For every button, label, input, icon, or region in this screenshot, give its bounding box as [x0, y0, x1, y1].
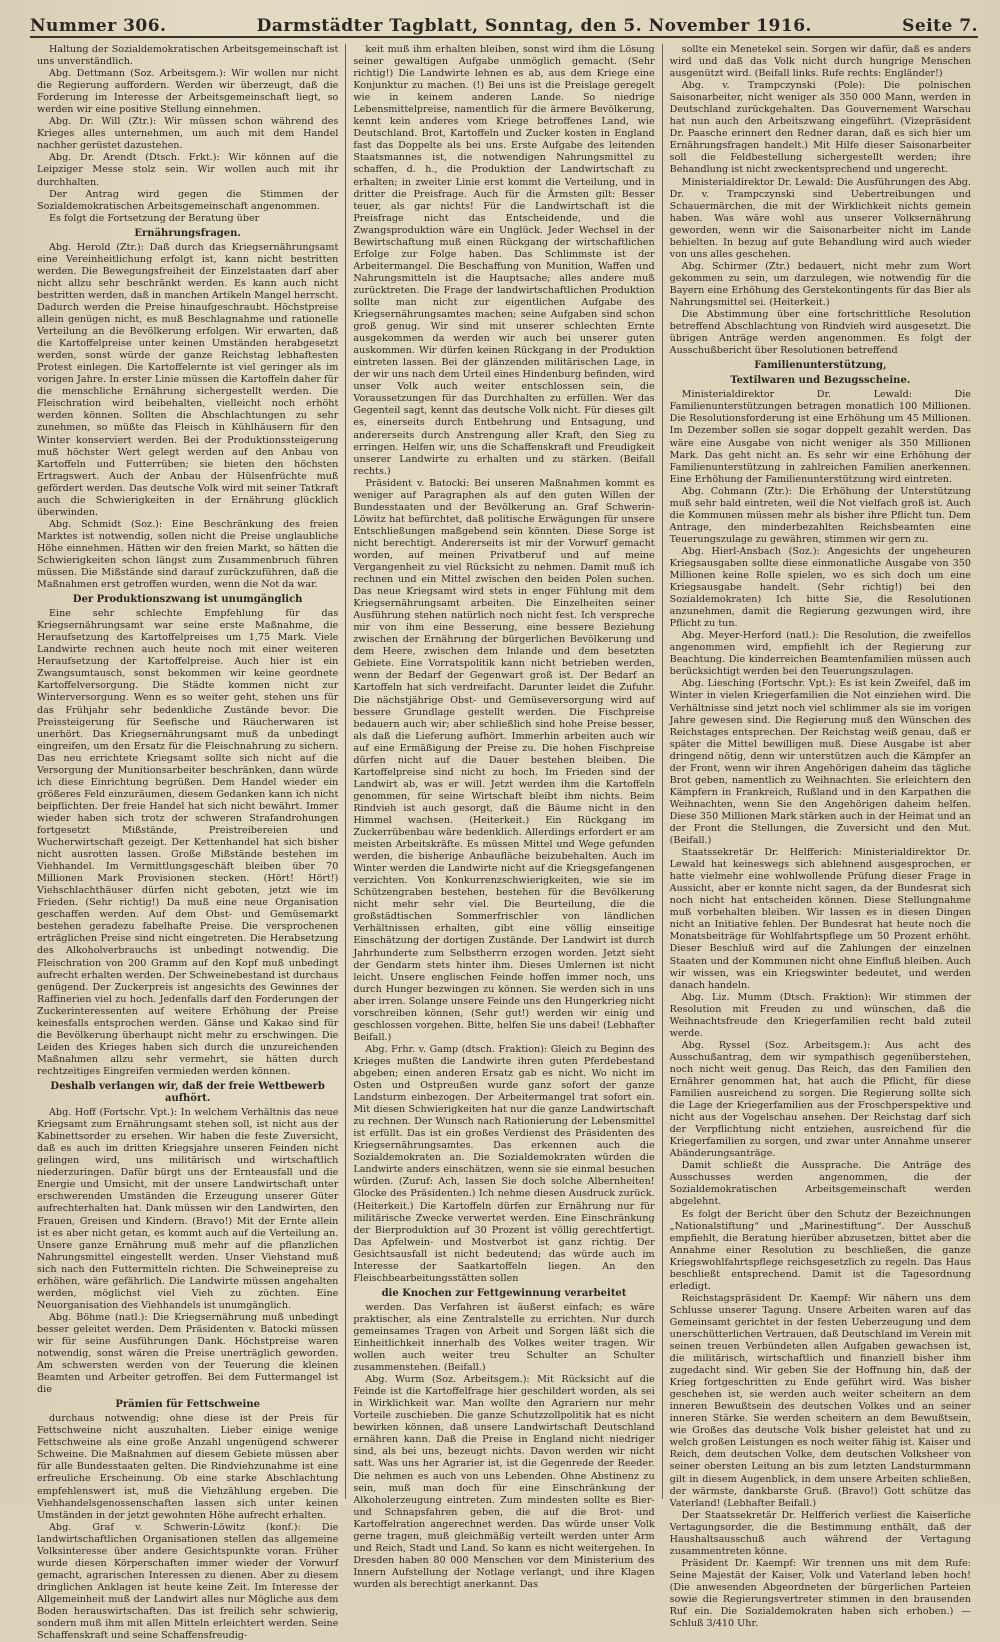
paragraph: Abg. v. Trampczynski (Pole): Die polnischen Saisonarbeiter, nicht weniger als 350 000 Mann, werden in Deutschland zurückgehalten. Das Gouvernement Warschau hat nun auch den Arbeitszwang eingeführt. (Vizepräsident Dr. Paasche erinnert den Redner daran, daß es sich hier um Ernährungsfragen handelt.) Mit Hilfe dieser Saisonarbeiter soll die Feldbestellung sichergestellt werden; ihre Behandlung ist nicht zweckentsprechend und ungerecht.	[669, 80, 971, 176]
paragraph: Ministerialdirektor Dr. Lewald: Die Ausführungen des Abg. Dr. v. Trampczynski sind Uebertreibungen und Schauermärchen, die mit der Wirklichkeit nichts gemein haben. Was wäre wohl aus unserer Volksernährung geworden, wenn wir die Saisonarbeiter nicht im Lande behielten. In bezug auf gute Behandlung wird auch wieder von uns alles geschehen.	[669, 176, 971, 260]
paragraph: Abg. Dr. Will (Ztr.): Wir müssen schon während des Krieges alles unternehmen, um auch mit dem Handel nachher gerüstet dazustehen.	[37, 116, 339, 152]
paragraph: Abg. Wurm (Soz. Arbeitsgem.): Mit Rücksicht auf die Feinde ist die Kartoffelfrage hier geschildert worden, als sei in Wirklichkeit war. Man wollte den Agrariern nur mehr Vorteile zuschieben. Die ganze Schutzzollpolitik hat es nicht bewirken können, daß unsere Landwirtschaft Deutschland ernähren kann. Daß die Preise in England nicht niedriger sind, als bei uns, bezeugt nichts. Davon werden wir nicht satt. Was uns her Agrarier ist, ist die Gegenrede der Reeder. Die nehmen es auch von uns Lebenden. Ohne Abstinenz zu sein, muß man doch für eine Einschränkung der Alkoholerzeugung eintreten. Zum mindesten sollte es Bier- und Schnapsfahren geben, die auf die Brot- und Kartoffelration angerechnet werden. Das würde unser Volk gerne tragen, muß gleichmäßig verteilt werden unter Arm und Reich, Stadt und Land. So kann es nicht weitergehen. In Dresden haben 80 000 Menschen vor dem Ministerium des Innern Aufstellung der Notlage verlangt, und ihre Klagen wurden als berechtigt anerkannt. Das	[353, 1374, 655, 1590]
paragraph: Der Staatssekretär Dr. Helfferich verliest die Kaiserliche Vertagungsorder, die die Bestimmung enthält, daß der Haushaltsausschuß auch während der Vertagung zusammentreten könne.	[669, 1509, 971, 1557]
paragraph: Haltung der Sozialdemokratischen Arbeitsgemeinschaft ist uns unverständlich.	[37, 44, 339, 68]
masthead	[30, 6, 978, 38]
paragraph: Abg. Liz. Mumm (Dtsch. Fraktion): Wir stimmen der Resolution mit Freuden zu und wünschen, daß die Weihnachtsfreude den Kriegerfamilien recht bald zuteil werde.	[669, 991, 971, 1039]
page-number: Seite 7.	[902, 16, 978, 36]
paragraph: Der Antrag wird gegen die Stimmen der Sozialdemokratischen Arbeitsgemeinschaft angenommen.	[37, 188, 339, 212]
paragraph: Abg. Frhr. v. Gamp (dtsch. Fraktion): Gleich zu Beginn des Krieges mußten die Landwirte ihren guten Pferdebestand abgeben; einen anderen Ersatz gab es nicht. Wo nicht im Osten und Ostpreußen wurde ganz sofort der ganze Landsturm einbezogen. Der Arbeitermangel trat sofort ein. Mit diesen Schwierigkeiten hat nur die ganze Landwirtschaft zu rechnen. Der Wunsch nach Rationierung der Lebensmittel ist erfüllt. Das ist ein großes Verdienst des Präsidenten des Kriegsernährungsamtes. Das erkennen auch die Sozialdemokraten an. Die Sozialdemokraten würden die Landwirte anders einschätzen, wenn sie sie einmal besuchen würden. (Zuruf: Ach, lassen Sie doch solche Albernheiten! Glocke des Präsidenten.) Ich nehme diesen Ausdruck zurück. (Heiterkeit.) Die Kartoffeln dürfen zur Ernährung nur für militärische Zwecke verwertet werden. Eine Einschränkung der Bierproduktion auf 30 Prozent ist völlig gerechtfertigt. Das Apfelwein- und Mostverbot ist ganz richtig. Der Gesichtsausfall ist nicht bedeutend; das würde auch im Interesse der Saatkartoffeln liegen. An den Fleischbearbeitungsstätten sollen	[353, 1043, 655, 1284]
section-heading: die Knochen zur Fettgewinnung verarbeitet	[381, 1287, 627, 1299]
paragraph: Ministerialdirektor Dr. Lewald: Die Familienunterstützungen betragen monatlich 100 Millionen. Die Resolutionsforderung ist eine Erhöhung um 45 Millionen. Im Dezember sollen sie sogar doppelt gezahlt werden. Das wäre eine Ausgabe von nicht weniger als 350 Millionen Mark. Das geht nicht an. Es sehr wir eine Erhöhung der Familienunterstützung in zahlreichen Familien anerkennen. Eine Erhöhung der Familienunterstützung wird eintreten.	[669, 389, 971, 485]
paragraph: Präsident Dr. Kaempf: Wir trennen uns mit dem Rufe: Seine Majestät der Kaiser, Volk und Vaterland leben hoch! (Die anwesenden Abgeordneten der bürgerlichen Parteien sowie die Regierungsvertreter stimmen in den brausenden Ruf ein. Die Sozialdemokraten haben sich erhoben.) — Schluß 3/410 Uhr.	[669, 1557, 971, 1630]
paragraph: Abg. Schmidt (Soz.): Eine Beschränkung des freien Marktes ist notwendig, sollen nicht die Preise unglaubliche Höhe einnehmen. Hätten wir den freien Markt, so hätten die Schwierigkeiten schon längst zum Zusammenbruch führen müssen. Die Mißstände sind darauf zurückzuführen, daß die Maßnahmen erst getroffen wurden, wenn die Not da war.	[37, 518, 339, 591]
article-columns	[30, 44, 978, 1642]
column-3	[663, 44, 978, 1630]
paragraph: Abg. Böhme (natl.): Die Kriegsernährung muß unbedingt besser geleitet werden. Dem Präsidenten v. Batocki müssen wir für seine Ausführungen Dank. Höchstpreise waren notwendig, sonst wären die Preise unerträglich geworden. Am schwersten werden von der Teuerung die kleinen Beamten und Arbeiter getroffen. Bei dem Futtermangel ist die	[37, 1311, 339, 1396]
paragraph: sollte ein Menetekel sein. Sorgen wir dafür, daß es anders wird und daß das Volk nicht durch hungrige Menschen ausgenützt wird. (Beifall links. Rufe rechts: Engländer!)	[669, 44, 971, 80]
paragraph: Abg. Herold (Ztr.): Daß durch das Kriegsernährungsamt eine Vereinheitlichung erfolgt ist, kann nicht bestritten werden. Die Bewegungsfreiheit der Einzelstaaten darf aber nicht allzu sehr beschränkt werden. Es kann auch nicht bestritten werden, daß in manchen Artikeln Mangel herrscht. Dadurch werden die Preise hinaufgeschraubt. Höchstpreise allein genügen nicht, es muß Beschlagnahme und rationelle Verteilung an die Bevölkerung erfolgen. Wir erwarten, daß die Kartoffelpreise unter keinen Umständen herabgesetzt werden, sonst würde der ganze Reichstag lebhaftesten Protest einlegen. Die Kartoffelernte ist viel geringer als im vorigen Jahre. In erster Linie müssen die Kartoffeln daher für die menschliche Ernährung sichergestellt werden. Die Fleischration wird beibehalten, vielleicht noch erhöht werden können. Sollten die Abschlachtungen zu sehr zunehmen, so müßte das Fleisch in Kühlhäusern für den Winter konserviert werden. Bei der Produktionssteigerung muß höchster Wert gelegt werden auf den Anbau von Kartoffeln und Futterrüben; sie bieten den höchsten Ertragswert. Auch der Anbau der Hülsenfrüchte muß gefördert werden. Das deutsche Volk wird mit seiner Tatkraft auch die Schwierigkeiten in der Ernährung glücklich überwinden.	[37, 241, 339, 518]
paragraph: Die Abstimmung über eine fortschrittliche Resolution betreffend Abschlachtung von Rindvieh wird ausgesetzt. Die übrigen Anträge werden angenommen. Es folgt der Ausschußbericht über Resolutionen betreffend	[669, 309, 971, 357]
section-heading: Prämien für Fettschweine	[115, 1399, 260, 1411]
paragraph: Eine sehr schlechte Empfehlung für das Kriegsernährungsamt war seine erste Maßnahme, die Heraufsetzung des Kartoffelpreises um 1,75 Mark. Viele Landwirte rechnen auch heute noch mit einer weiteren Heraufsetzung der Kartoffelpreise. Auch hier ist ein Zwangsumtausch, sonst bekommen wir keine geordnete Kartoffelversorgung. Die Städte kommen nicht zur Winterversorgung. Wenn es so weiter geht, stehen uns für das Frühjahr sehr bedenkliche Zustände bevor. Die Preissteigerung für Seefische und Räucherwaren ist unerhört. Das Kriegsernährungsamt muß da unbedingt eingreifen, um den Ersatz für die Fleischnahrung zu sichern. Das neu errichtete Kriegsamt sollte sich nicht auf die Versorgung der Munitionsarbeiter beschränken, dann würde ich diese Einrichtung begrüßen. Dem Handel wieder ein größeres Feld einzuräumen, diesem Gedanken kann ich nicht beipflichten. Der freie Handel hat sich nicht bewährt. Immer wieder haben sich trotz der schweren Strafandrohungen fortgesetzt Mißstände, Preistreibereien und Wucherwirtschaft gezeigt. Der Kettenhandel hat sich bisher nicht ausrotten lassen. Große Mißstände bestehen im Viehhandel. Im Vermittlungsgeschäft bleiben über 70 Millionen Mark Provisionen stecken. (Hört! Hört!) Viehschlachthäuser dürfen nicht geboten, jetzt wie im Frieden. (Sehr richtig!) Da muß eine neue Organisation geschaffen werden. Auf dem Obst- und Gemüsemarkt bestehen geradezu fabelhafte Preise. Die versprochenen erträglichen Preise sind nicht eingetreten. Die Herabsetzung des Alkoholverbrauchs ist unbedingt notwendig. Die Fleischration von 200 Gramm auf den Kopf muß unbedingt aufrecht erhalten werden. Der Schweinebestand ist durchaus genügend. Der Zuckerpreis ist angesichts des Gewinnes der Raffinerien viel zu hoch. Jedenfalls darf den Forderungen der Zuckerinteressenten auf weitere Erhöhung der Preise keinesfalls entsprochen werden. Gänse und Kakao sind für die Bevölkerung überhaupt nicht mehr zu erschwingen. Die Leiden des Krieges haben sich durch die unzureichenden Maßnahmen allzu sehr vermehrt, sie hätten durch rechtzeitiges Eingreifen vermieden werden können.	[37, 608, 339, 1077]
paragraph: Abg. Schirmer (Ztr.) bedauert, nicht mehr zum Wort gekommen zu sein, um darzulegen, wie notwendig für die Bayern eine Erhöhung des Gerstekontingents für das Bier als Nahrungsmittel sei. (Heiterkeit.)	[669, 260, 971, 308]
column-2	[346, 44, 662, 1590]
paragraph: keit muß ihm erhalten bleiben, sonst wird ihm die Lösung seiner gewaltigen Aufgabe unmöglich gemacht. (Sehr richtig!) Die Landwirte lehnen es ab, aus dem Kriege eine Konjunktur zu machen. (!) Bei uns ist die Preislage geregelt wie in keinem anderen Lande. So niedrige Lebensmittelpreise, namentlich für die ärmere Bevölkerung, kennt kein anderes vom Kriege betroffenes Land, wie Deutschland. Brot, Kartoffeln und Zucker kosten in England fast das Doppelte als bei uns. Erste Aufgabe des leitenden Staatsmannes ist, die notwendigen Nahrungsmittel zu schaffen, d. h., die Produktion der Landwirtschaft zu erhalten; in zweiter Linie erst kommt die Verteilung, und in dritter die Preisfrage. Auch für die Ärmsten gilt: Besser teuer, als gar nichts! Für die Landwirtschaft ist die Preisfrage nicht das Entscheidende, und die Zwangsproduktion wäre ein Unglück. Jeder Wechsel in der Bewirtschaftung muß einen Rückgang der wirtschaftlichen Erfolge zur Folge haben. Das Schlimmste ist der Arbeitermangel. Die Beschaffung von Munition, Waffen und Nahrungsmitteln ist die Hauptsache; alles andere muß zurücktreten. Die Frage der landwirtschaftlichen Produktion sollte man nicht zur eigentlichen Aufgabe des Kriegsernährungsamtes machen; seine Aufgaben sind schon groß genug. Wir sind mit unserer schlechten Ernte ausgekommen da werden wir auch bei unserer guten auskommen. Wir dürfen keinen Rückgang in der Produktion eintreten lassen. Bei der glänzenden militärischen Lage, in der wir uns nach dem Urteil eines Hindenburg befinden, wird unser Volk auch weiter entschlossen sein, die Voraussetzungen für das Durchhalten zu erfüllen. Wer das Gegenteil sagt, kennt das deutsche Volk nicht. Für dieses gilt es, einerseits durch Entbehrung und Entsagung, und andererseits durch Anstrengung aller Kraft, den Sieg zu erringen. Helfen wir, uns die Schaffenskraft und Freudigkeit unserer Landwirte zu erhalten und zu stärken. (Beifall rechts.)	[353, 44, 655, 477]
paragraph: Reichstagspräsident Dr. Kaempf: Wir nähern uns dem Schlusse unserer Tagung. Unsere Arbeiten waren auf das Gemeinsamt gerichtet in der festen Ueberzeugung und dem unerschütterlichen Vertrauen, daß Deutschland im Verein mit seinen treuen Verbündeten allen Aufgaben gewachsen ist, die militärisch, wirtschaftlich und finanziell bisher ihm zugedacht sind. Wir geben Sie der Hoffnung hin, daß der Krieg fortgeschritten zu Ende geführt wird. Was bisher geschehen ist, sie werden auch weiter scheitern an dem inneren Bewußtsein des deutschen Volkes und an seiner inneren Stärke. Sie werden scheitern an dem Bewußtsein, wie Großes das deutsche Volk bisher geleistet hat und zu welch großen Leistungen es noch weiter fähig ist. Kaiser und Reich, dem deutschen Volke, dem deutschen Volksheer von seiner obersten Leitung an bis zum letzten Landsturmmann gilt in diesem Augenblick, in dem unsere Arbeiten schließen, der wärmste, dankbarste Gruß. (Bravo!) Gott schütze das Vaterland! (Lebhafter Beifall.)	[669, 1292, 971, 1509]
paragraph: durchaus notwendig; ohne diese ist der Preis für Fettschweine nicht auszuhalten. Lieber einige wenige Fettschweine als eine große Anzahl ungenügend schwerer Schweine. Die Maßnahmen auf diesem Gebiete müssen aber für alle Bundesstaaten gelten. Die Rindviehzunahme ist eine erfreuliche Erscheinung. Ob eine starke Abschlachtung empfehlenswert ist, muß die Viehzählung ergeben. Die Viehhandelsgenossenschaften lassen sich unter keinen Umständen in der jetzt gewohnten Höhe aufrecht erhalten.	[37, 1413, 339, 1521]
paragraph: Abg. Graf v. Schwerin-Löwitz (konf.): Die landwirtschaftlichen Organisationen stellen das allgemeine Volksinteresse über andere Gesichtspunkte voran. Früher wurde diesen Körperschaften immer wieder der Vorwurf gemacht, agrarischen Interessen zu dienen. Aber zu diesem dringlichen Anklagen ist heute keine Zeit. Im Interesse der Allgemeinheit muß der Landwirt alles nur Mögliche aus dem Boden herauswirtschaften. Das ist freilich sehr schwierig, sondern muß ihm mit allen Mitteln erleichtert werden. Seine Schaffenskraft und seine Schaffensfreudig-	[37, 1521, 339, 1642]
paragraph: Abg. Liesching (Fortschr. Vpt.): Es ist kein Zweifel, daß im Winter in vielen Kriegerfamilien die Not einziehen wird. Die Verhältnisse sind jetzt noch viel schlimmer als sie im vorigen Jahre gewesen sind. Die Regierung muß den Wünschen des Reichstages entsprechen. Der Reichstag weiß genau, daß er später die Mittel bewilligen muß. Diese Ausgabe ist aber dringend nötig, denn wir unterstützen auch die Kämpfer an der Front, wenn wir ihren Angehörigen daheim das tägliche Brot geben, namentlich zu Weihnachten. Sie erleichtern den Kämpfern in Frankreich, Rußland und in den Karpathen die Weihnachten, wenn Sie den Angehörigen daheim helfen. Diese 350 Millionen Mark stärken auch in der Heimat und an der Front die Stellungen, die Zuversicht und den Mut. (Beifall.)	[669, 678, 971, 847]
paragraph: Abg. Ryssel (Soz. Arbeitsgem.): Aus acht des Ausschußantrag, dem wir sympathisch gegenüberstehen, noch nicht weit genug. Das Reich, das den Familien den Ernährer genommen hat, hat auch die Pflicht, für diese Familien ausreichend zu sorgen. Die Regierung sollte sich die Lage der Kriegerfamilien aus der Froschperspektive und nicht aus der Vogelschau ansehen. Der Reichstag darf sich der Verpflichtung nicht entziehen, ausreichend für die Kriegerfamilien zu sorgen, und zwar unter Annahme unserer Abänderungsanträge.	[669, 1039, 971, 1160]
paragraph: werden. Das Verfahren ist äußerst einfach; es wäre praktischer, als eine Zentralstelle zu errichten. Nur durch gemeinsames Tragen von Arbeit und Sorgen läßt sich die Einheitlichkeit innerhalb des Volkes weiter tragen. Wir wollen auch weiter treu Schulter an Schulter zusammenstehen. (Beifall.)	[353, 1301, 655, 1374]
column-1	[30, 44, 346, 1642]
section-heading: Familienunterstützung,	[754, 360, 887, 372]
paragraph: Abg. Hierl-Ansbach (Soz.): Angesichts der ungeheuren Kriegsausgaben sollte diese einmonatliche Ausgabe von 350 Millionen keine Rolle spielen, wo es sich doch um eine Kriegsausgabe handelt. (Sehr richtig!) bei den Sozialdemokraten) Ich bitte Sie, die Resolutionen anzunehmen, damit die Regierung gezwungen wird, ihre Pflicht zu tun.	[669, 545, 971, 630]
paragraph: Es folgt der Bericht über den Schutz der Bezeichnungen „Nationalstiftung“ und „Marinestiftung“. Der Ausschuß empfiehlt, die Beratung hierüber abzusetzen, bittet aber die Annahme einer Resolution zu beschließen, die ganze Kriegswohlfahrtspflege reichsgesetzlich zu regeln. Das Haus beschließt entsprechend. Damit ist die Tagesordnung erledigt.	[669, 1208, 971, 1292]
paragraph: Abg. Dr. Arendt (Dtsch. Frkt.): Wir können auf die Leipziger Messe stolz sein. Wir wollen auch mit ihr durchhalten.	[37, 152, 339, 188]
paragraph: Staatssekretär Dr. Helfferich: Ministerialdirektor Dr. Lewald hat keineswegs sich ablehnend ausgesprochen, er hatte vielmehr eine wohlwollende Prüfung dieser Frage in Aussicht, aber er konnte nicht sagen, da der Bundesrat sich noch nicht hat entscheiden können. Diese Stellungnahme muß vorbehalten bleiben. Wir lassen es in diesen Dingen nicht an Initiative fehlen. Der Bundesrat hat heute noch die Monatsbeiträge für Wohlfahrtspflege um 50 Prozent erhöht. Dieser Beschluß wird auf die Zahlungen der einzelnen Staaten und der Kommunen nicht ohne Einfluß bleiben. Auch wir wissen, was ein Kriegswinter bedeutet, und werden danach handeln.	[669, 847, 971, 991]
newspaper-title-date: Darmstädter Tagblatt, Sonntag, den 5. November 1916.	[256, 16, 812, 36]
section-heading: Der Produktionszwang ist unumgänglich	[72, 594, 303, 606]
paragraph: Es folgt die Fortsetzung der Beratung über	[49, 212, 260, 224]
paragraph: Damit schließt die Aussprache. Die Anträge des Ausschusses werden angenommen, die der Sozialdemokratischen Arbeitsgemeinschaft werden abgelehnt.	[669, 1160, 971, 1208]
paragraph: Abg. Cohmann (Ztr.): Die Erhöhung der Unterstützung muß sehr bald eintreten, weil die Not vielfach groß ist. Auch die Kommunen müssen mehr als bisher ihre Pflicht tun. Dem Antrage, den minderbezahlten Reichsbeamten eine Teuerungszulage zu gewähren, stimmen wir gern zu.	[669, 485, 971, 545]
paragraph: Abg. Dettmann (Soz. Arbeitsgem.): Wir wollen nur nicht die Regierung auffordern. Werden wir überzeugt, daß die Forderung im Interesse der Arbeitsgemeinschaft liegt, so werden wir eine positive Stellung einnehmen.	[37, 68, 339, 116]
section-heading: Deshalb verlangen wir, daß der freie Wettbewerb aufhört.	[50, 1080, 325, 1105]
section-heading: Textilwaren und Bezugsscheine.	[730, 375, 911, 387]
paragraph: Abg. Meyer-Herford (natl.): Die Resolution, die zweifellos angenommen wird, empfiehlt ich der Regierung zur Beachtung. Die kinderreichen Beamtenfamilien müssen auch berücksichtigt werden bei den Teuerungszulagen.	[669, 630, 971, 678]
paragraph: Präsident v. Batocki: Bei unseren Maßnahmen kommt es weniger auf Paragraphen als auf den guten Willen der Bundesstaaten und der Bevölkerung an. Graf Schwerin-Löwitz hat befürchtet, daß politische Erwägungen für unsere Entschließungen maßgebend sein könnten. Diese Sorge ist nicht berechtigt. Andererseits ist mir der Vorwurf gemacht worden, auf meinen Privatberuf und auf meine Vergangenheit zu viel Rücksicht zu nehmen. Damit muß ich rechnen und ein Mittel zwischen den beiden Polen suchen. Das neue Kriegsamt wird stets in enger Fühlung mit dem Kriegsernährungsamt arbeiten. Die Einzelheiten seiner Ausführung stehen natürlich noch nicht fest. Ich verspreche mir von ihm eine Besserung, eine bessere Beziehung zwischen der Ernährung der bürgerlichen Bevölkerung und dem Heere, zwischen dem Inlande und dem besetzten Gebiete. Eine Vorratspolitik kann nicht betrieben werden, wenn der Bedarf der Gegenwart groß ist. Der Bedarf an Kartoffeln hat sich verdreifacht. Darunter leidet die Zufuhr. Die nächstjährige Obst- und Gemüseversorgung wird auf bessere Grundlage gestellt werden. Die Fischpreise bedauern auch wir; aber schließlich sind hohe Preise besser, als daß die Lieferung aufhört. Immerhin arbeiten auch wir auf eine Ermäßigung der Preise zu. Die hohen Fischpreise dürfen nicht auf die Dauer bestehen bleiben. Die Kartoffelpreise sind nicht zu hoch. Im Frieden sind der Landwirt ab, was er will. Jetzt werden ihm die Kartoffeln genommen, für seine Wirtschaft bleibt ihm nichts. Beim Rindvieh ist auch gesorgt, daß die Bäume nicht in den Himmel wachsen. (Heiterkeit.) Ein Rückgang im Zuckerrübenbau wäre bedenklich. Allerdings erfordert er am meisten Arbeitskräfte. Es müssen Mittel und Wege gefunden werden, die bisherige Anbaufläche beizubehalten. Auch im Winter werden die Landwirte nicht auf die Kriegsgefangenen verzichten. Von Konkurrenzschwierigkeiten, wie sie im Schützengraben bestehen, bestehen für die Bevölkerung nicht mehr sehr viel. Die Beurteilung, die die großstädtischen Sommerfrischler von ländlichen Verhältnissen erhalten, gibt eine völlig einseitige Einschätzung der dortigen Zustände. Der Landwirt ist durch Jahrhunderte zum Selbstherrn erzogen worden. Jetzt sieht der Gendarm stets hinter ihm. Dieses Umlernen ist nicht leicht. Unsere englischen Feinde hoffen immer noch, uns durch Hunger bezwingen zu können. Sie werden sich in uns aber irren. Solange unsere Feinde uns den Hungerkrieg nicht vorschreiben können, (Sehr gut!) werden wir einig und geschlossen vorgehen. Bitte, helfen Sie uns dabei! (Lebhafter Beifall.)	[353, 477, 655, 1043]
section-heading: Ernährungsfragen.	[134, 227, 241, 239]
paragraph: Abg. Hoff (Fortschr. Vpt.): In welchem Verhältnis das neue Kriegsamt zum Ernährungsamt stehen soll, ist nicht aus der Kabinettsorder zu ersehen. Wir haben die feste Zuversicht, daß es auch im dritten Kriegsjahre unseren Feinden nicht gelingen wird, uns militärisch und wirtschaftlich niederzuringen. Dafür bürgt uns der Ernteausfall und die Energie und Umsicht, mit der unsere Landwirtschaft unter erschwerenden Umständen die Erzeugung unserer Güter aufrechterhalten hat. Dank müssen wir den Landwirten, den Frauen, Greisen und Kindern. (Bravo!) Mit der Ernte allein ist es aber nicht getan, es kommt auch auf die Verteilung an. Unsere ganze Ernährung muß mehr auf die pflanzlichen Nahrungsmittel eingestellt werden. Unser Viehstand muß sich nach den Futtermitteln richten. Die Schweinepreise zu erhöhen, wäre gefährlich. Die Landwirte müssen angehalten werden, möglichst viel Vieh zu züchten. Eine Neuorganisation des Viehhandels ist unumgänglich.	[37, 1107, 339, 1311]
issue-number: Nummer 306.	[30, 16, 167, 36]
